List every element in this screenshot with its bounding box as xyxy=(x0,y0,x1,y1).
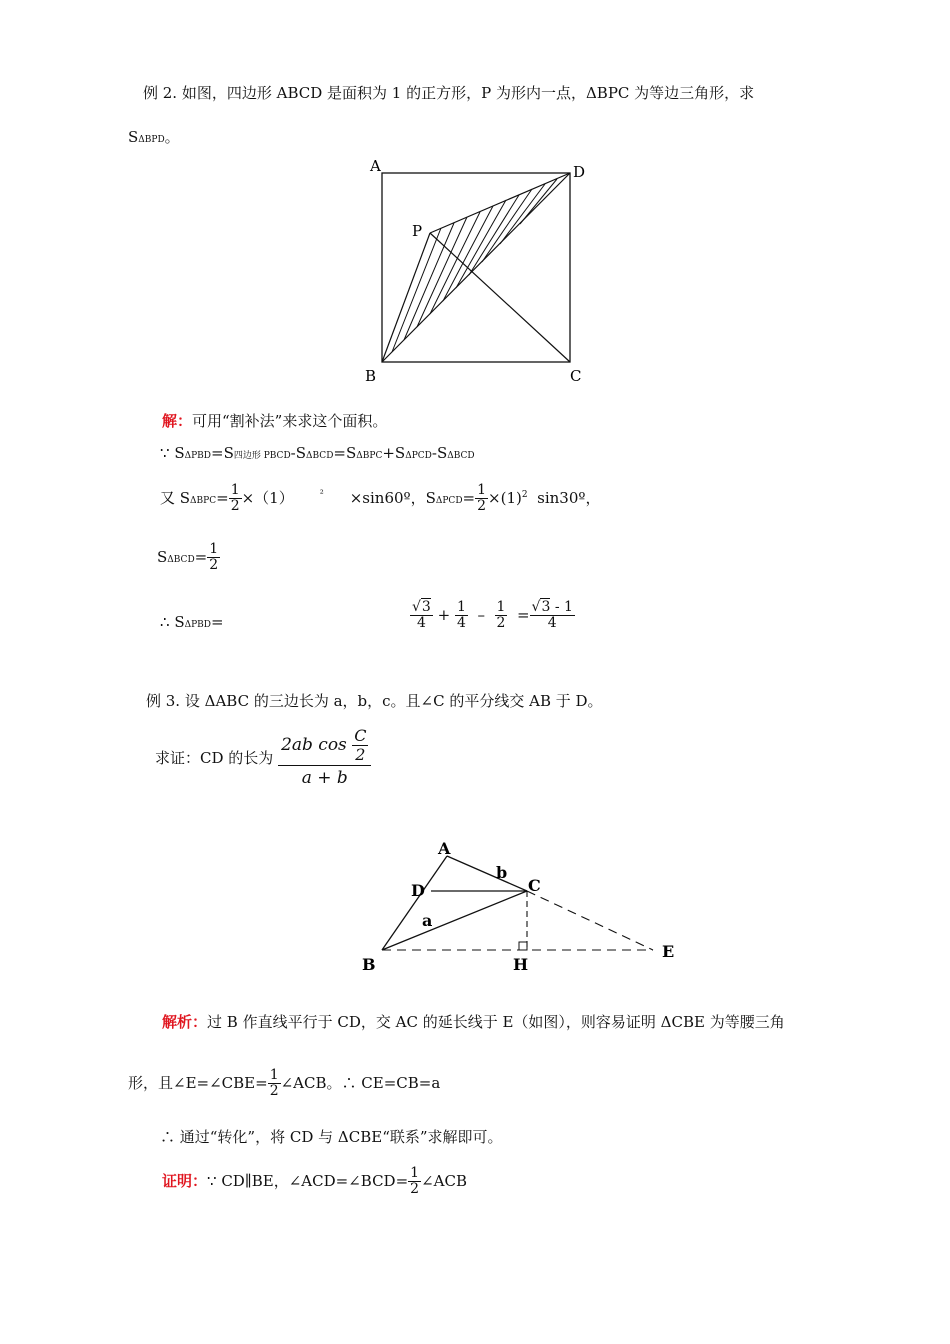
fraction-half xyxy=(229,483,242,515)
label-b: B xyxy=(365,367,377,385)
minus: – xyxy=(477,605,485,624)
symbol-s: S xyxy=(128,128,139,146)
minus-one: - 1 xyxy=(550,599,573,615)
equals: = xyxy=(194,547,208,566)
equals: = xyxy=(211,613,224,631)
numerator: 1 xyxy=(230,482,240,498)
equation-term: -S xyxy=(290,444,307,462)
equation-term: =S xyxy=(333,444,357,462)
sin60-text: ×sin60º，S xyxy=(349,488,436,507)
solution-text: 可用“割补法”来求这个面积。 xyxy=(192,412,388,430)
denominator: 2 xyxy=(209,557,219,574)
denominator: 4 xyxy=(410,615,433,631)
subscript: ΔPCD xyxy=(405,451,432,461)
because-symbol: ∵ xyxy=(160,444,170,462)
fraction-half xyxy=(207,542,220,574)
right-angle-mark xyxy=(519,942,527,950)
numerator: 1 xyxy=(209,541,219,557)
numerator: √3 xyxy=(412,599,431,615)
denominator-two: 2 xyxy=(352,745,368,764)
analysis-line3: ∴ 通过“转化”，将 CD 与 ΔCBE“联系”求解即可。 xyxy=(160,1128,503,1146)
fraction-half xyxy=(408,1166,421,1198)
denominator: 2 xyxy=(496,615,506,632)
fraction-one-quarter xyxy=(455,600,468,632)
formula-denominator: a + b xyxy=(278,765,371,788)
numerator: 1 xyxy=(410,1165,420,1181)
exponent: 2 xyxy=(521,489,528,500)
radicand: 3 xyxy=(421,599,431,615)
hatching xyxy=(392,179,557,352)
label-b: B xyxy=(362,955,376,974)
triangle-figure xyxy=(355,838,690,978)
analysis-line1 xyxy=(162,1011,785,1032)
denominator: 2 xyxy=(477,498,487,515)
example3-prove xyxy=(155,727,371,788)
numerator: 1 xyxy=(496,599,506,615)
fraction-half xyxy=(475,483,488,515)
subscript: ΔBCD xyxy=(167,554,195,565)
prove-text: 求证：CD 的长为 xyxy=(155,749,274,768)
subscript: ΔBPC xyxy=(356,451,383,461)
analysis-text: 过 B 作直线平行于 CD，交 AC 的延长线于 E（如图），则容易证明 ΔCBE 为等腰三角 xyxy=(207,1013,785,1031)
equation-term: =S xyxy=(211,444,234,462)
segment-ba xyxy=(382,856,447,950)
angle-c: C xyxy=(354,726,367,745)
example2-target xyxy=(128,126,180,147)
segment-ac xyxy=(447,856,527,891)
formula-numerator xyxy=(278,727,371,765)
proof-line xyxy=(162,1166,467,1198)
analysis-text-b: ∠ACB。∴ CE=CB=a xyxy=(280,1073,441,1092)
times-one: ×（1） xyxy=(241,488,294,507)
subscript: ΔBPC xyxy=(190,495,217,506)
example2-statement: 例 2. 如图，四边形 ABCD 是面积为 1 的正方形，P 为形内一点，ΔBPC 为等边三角形，求 xyxy=(143,84,755,102)
equals: = xyxy=(516,605,530,624)
segment-bp xyxy=(382,233,430,362)
plus: + xyxy=(437,605,451,624)
proof-text-a: ∵ CD∥BE，∠ACD=∠BCD= xyxy=(207,1171,409,1190)
label-b-side: b xyxy=(496,863,508,882)
label-a-side: a xyxy=(422,911,433,930)
equals: = xyxy=(462,488,476,507)
equation-term: S xyxy=(174,444,185,462)
analysis-text-a: 形，且∠E=∠CBE= xyxy=(128,1073,268,1092)
label-c: C xyxy=(570,367,582,385)
equation-4-right xyxy=(410,600,575,632)
denominator: 2 xyxy=(269,1083,279,1100)
symbol-s: S xyxy=(174,613,185,631)
analysis-line2 xyxy=(128,1068,440,1100)
segment-bc xyxy=(382,891,527,950)
cd-length-formula xyxy=(278,727,371,788)
label-c: C xyxy=(528,876,541,895)
label-h: H xyxy=(513,955,529,974)
sin30-text: sin30º， xyxy=(537,488,601,507)
equation-1 xyxy=(160,444,475,462)
square-figure xyxy=(360,155,590,390)
proof-label: 证明： xyxy=(162,1171,208,1190)
equation-term: +S xyxy=(382,444,406,462)
equation-2 xyxy=(160,483,600,515)
label-e: E xyxy=(662,942,675,961)
subscript: 四边形 PBCD xyxy=(233,451,291,461)
equals: = xyxy=(216,488,229,507)
solution-label: 解： xyxy=(162,412,193,430)
label-a: A xyxy=(370,157,381,175)
numerator: 1 xyxy=(477,482,487,498)
times-one: ×(1) xyxy=(488,488,522,507)
denominator: 2 xyxy=(410,1181,420,1198)
example3-statement: 例 3. 设 ΔABC 的三边长为 a，b，c。且∠C 的平分线交 AB 于 D。 xyxy=(146,692,603,710)
square-mark: ² xyxy=(319,488,324,500)
denominator: 2 xyxy=(230,498,240,515)
fraction-half xyxy=(495,600,508,632)
subscript: ΔPCD xyxy=(435,495,463,506)
subscript: ΔBPD xyxy=(138,135,165,145)
text-you-s: 又 S xyxy=(160,488,191,507)
symbol-s: S xyxy=(157,547,168,566)
label-p: P xyxy=(412,222,423,240)
equation-1-terms xyxy=(174,444,474,462)
diagonal-bd xyxy=(382,173,570,362)
therefore-symbol: ∴ xyxy=(160,613,170,631)
subscript: ΔBCD xyxy=(447,451,475,461)
label-d: D xyxy=(411,881,425,900)
subscript: ΔPBD xyxy=(184,620,211,630)
fraction-sqrt3-over-4 xyxy=(410,600,433,632)
solution-line xyxy=(162,410,387,431)
label-a: A xyxy=(438,839,451,858)
period: 。 xyxy=(164,128,180,146)
numerator: 1 xyxy=(269,1067,279,1083)
proof-text-b: ∠ACB xyxy=(421,1171,467,1190)
segment-ce-dashed xyxy=(527,891,653,950)
equation-term: -S xyxy=(431,444,448,462)
subscript: ΔPBD xyxy=(184,451,211,461)
fraction-result xyxy=(530,600,575,632)
equation-3 xyxy=(157,542,220,574)
numerator: √3 - 1 xyxy=(531,599,573,615)
segment-pd xyxy=(430,173,570,233)
equation-4-left xyxy=(160,613,224,631)
denominator: 4 xyxy=(530,615,575,631)
analysis-label: 解析： xyxy=(162,1013,208,1031)
fraction-half xyxy=(268,1068,281,1100)
subscript: ΔBCD xyxy=(306,451,334,461)
label-d: D xyxy=(573,163,586,181)
half-angle xyxy=(352,727,368,763)
numerator-text: 2ab cos xyxy=(281,735,347,756)
denominator: 4 xyxy=(456,615,466,632)
radicand: 3 xyxy=(541,599,551,615)
numerator: 1 xyxy=(456,599,466,615)
